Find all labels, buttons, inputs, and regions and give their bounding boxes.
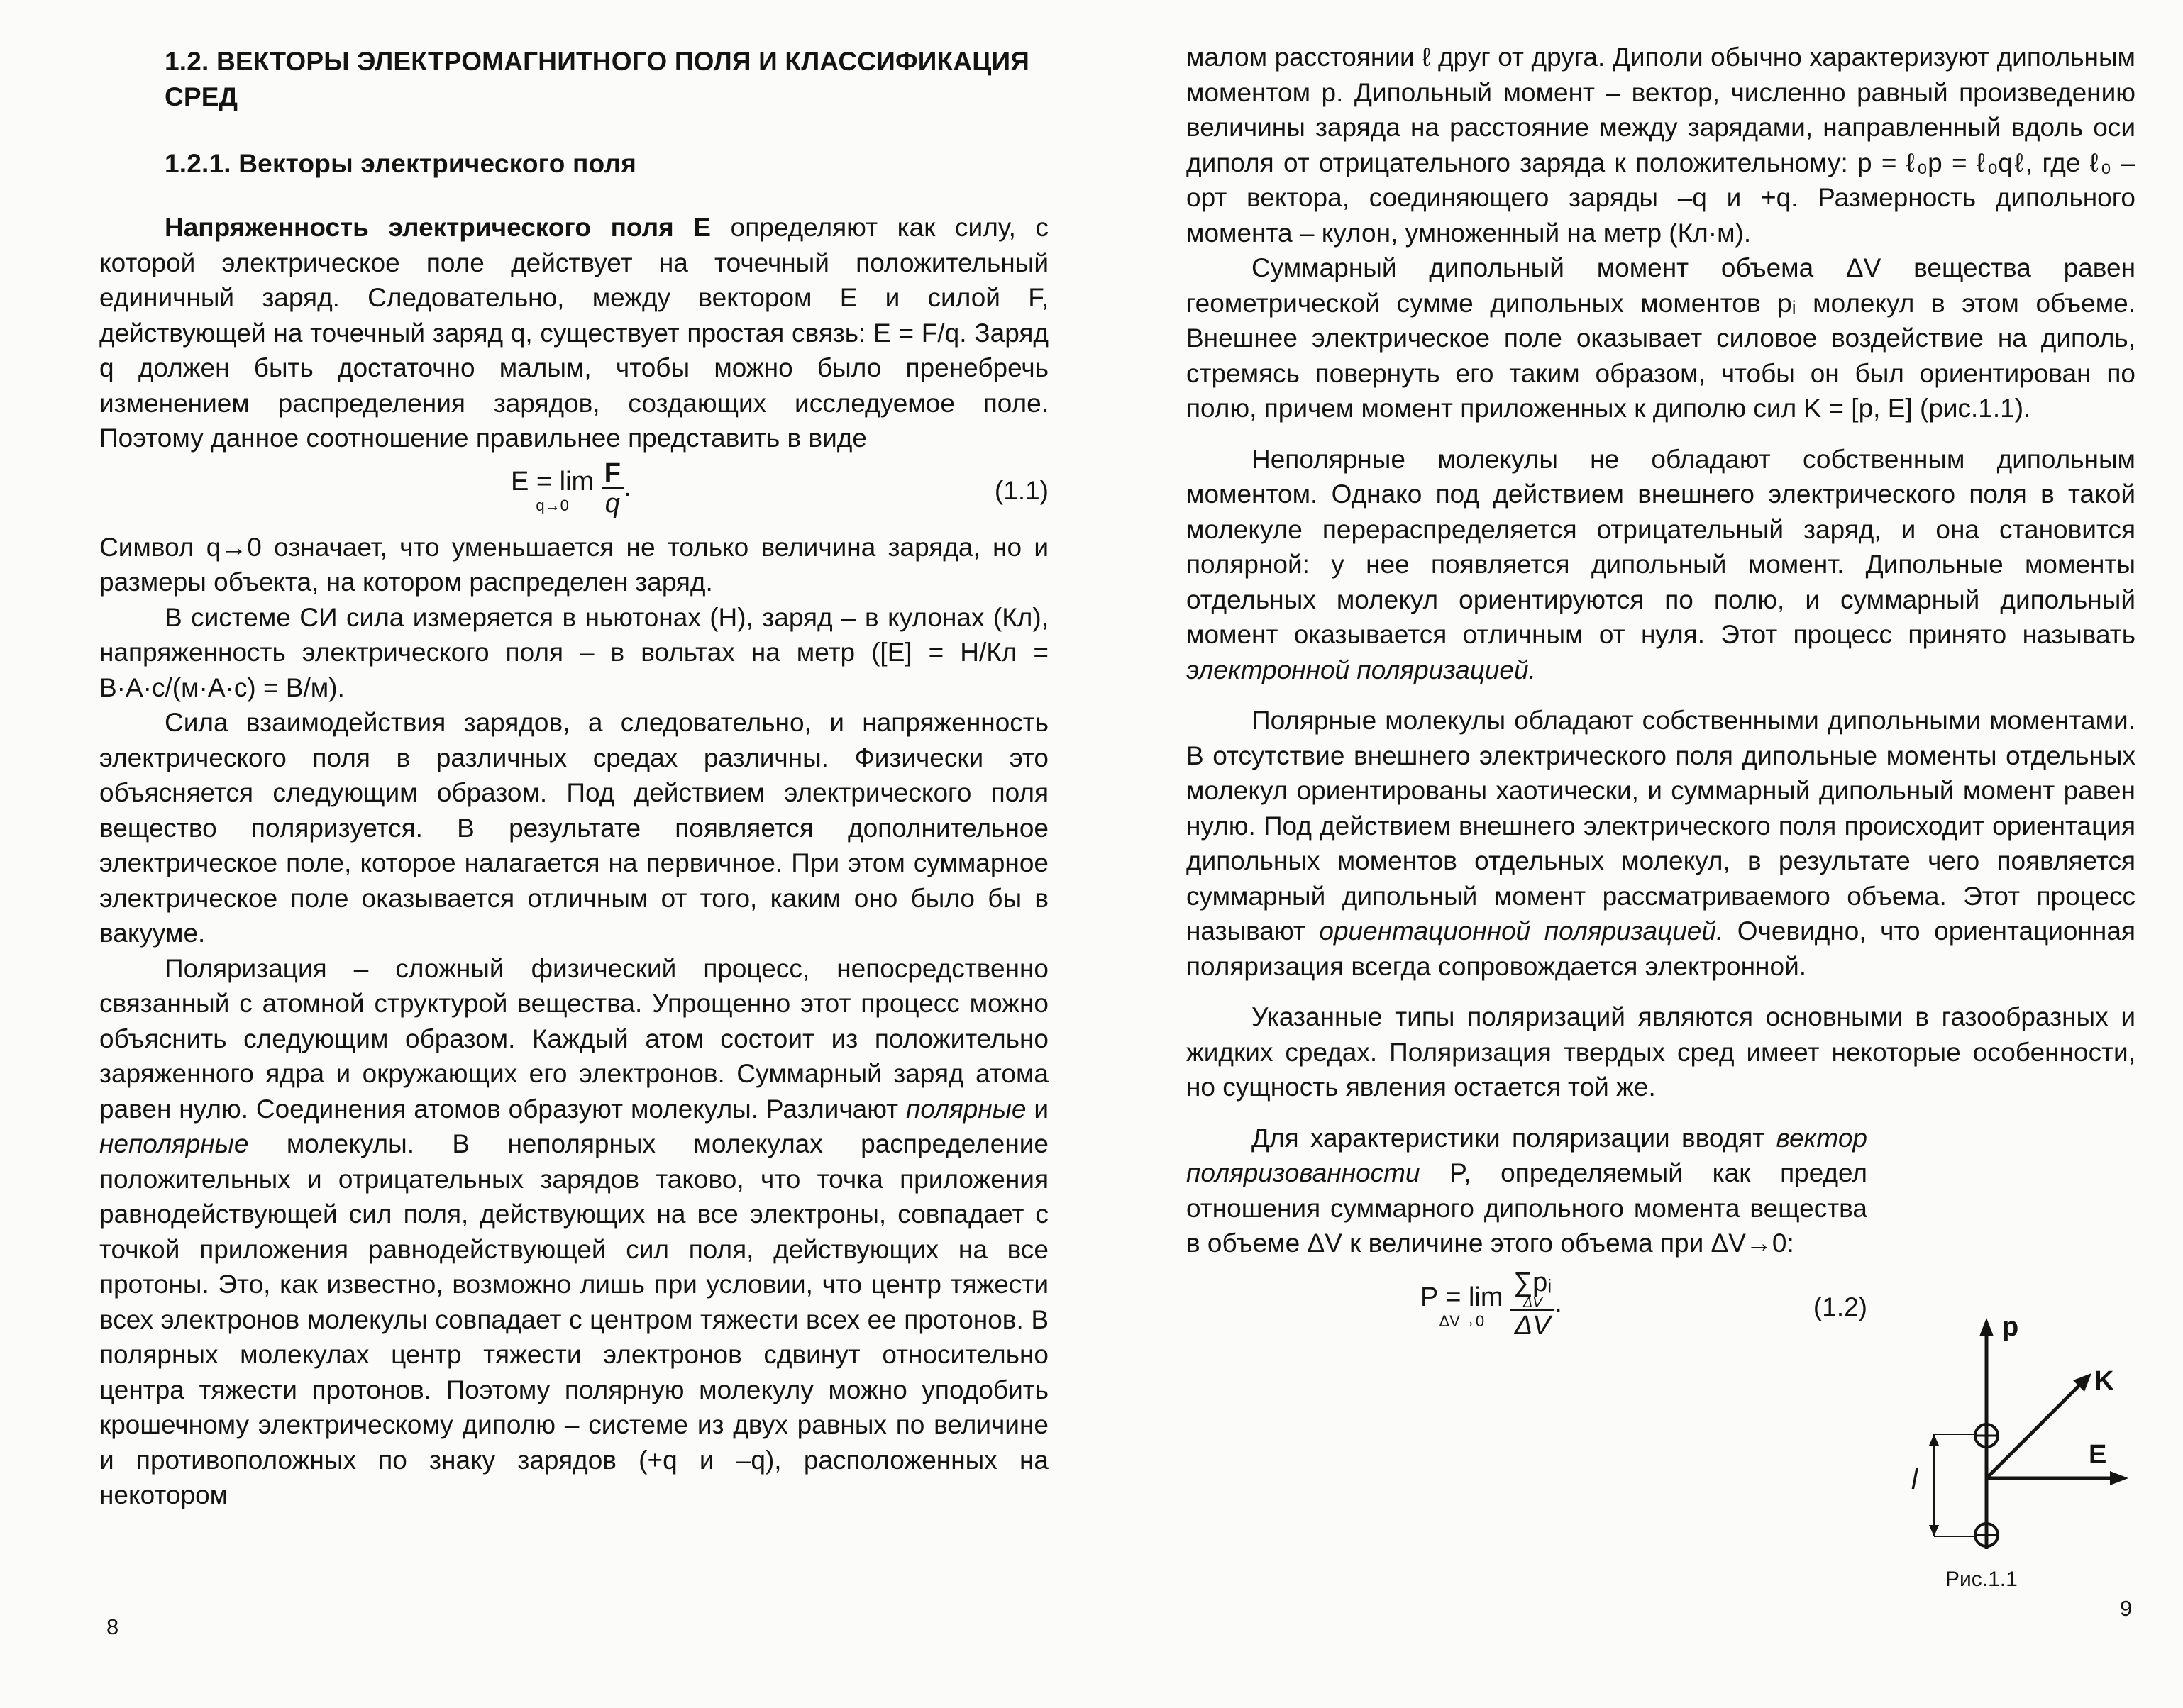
paragraph-types: Указанные типы поляризаций являются основными в газообразных и жидких средах. Поляризация твердых сред имеет некоторые особенности, но сущность явления остается той же. (1186, 1002, 2135, 1102)
paragraph-text: Для характеристики поляризации вводят (1251, 1123, 1776, 1153)
paragraph-dipole: малом расстоянии ℓ друг от друга. Диполи обычно характеризуют дипольным моментом p. Дипольный момент – вектор, численно равный произведению величины заряда на расстояние между зарядами, направленный вдоль оси диполя от отрицательного заряда к положительному: p = ℓ₀p = ℓ₀qℓ, где ℓ₀ – орт вектора, соединяющего заряды –q и +q. Размерность дипольного момента – кулон, умноженный на метр (Кл·м). (1186, 43, 2135, 248)
limit-lhs: P = lim (1420, 1282, 1503, 1312)
limit (511, 465, 594, 513)
fraction (602, 459, 624, 518)
k-vector-line (1986, 1383, 2082, 1478)
paragraph-text: P, определяемый как предел отношения суммарного дипольного момента вещества в объеме ΔV к величине этого объема при ΔV→0: (1186, 1158, 1867, 1258)
page-number: 9 (2120, 1596, 2133, 1621)
paragraph-text: Неполярные молекулы не обладают собственным дипольным моментом. Однако под действием внешнего электрического поля в такой молекуле перераспределяется отрицательный заряд, и она становится полярной: у нее появляется дипольный момент. Дипольные моменты отдельных молекул ориентируются по полю, и суммарный дипольный момент оказывается отличным от нуля. Этот процесс принято называть (1186, 444, 2135, 649)
figure-dipole (1908, 1312, 2135, 1613)
paragraph-text: определяют как силу, с которой электрическое поле действует на точечный положительный единичный заряд. Следовательно, между вектором E и силой F, действующей на точечный заряд q, существует простая связь: E = F/q. Заряд q должен быть достаточно малым, чтобы можно было пренебречь изменением распределения зарядов, создающих исследуемое поле. Поэтому данное соотношение правильнее представить в виде (99, 213, 1049, 453)
label-p: p (2002, 1312, 2019, 1342)
term-polar: полярные (905, 1094, 1027, 1124)
numerator-subscript: ΔV (1522, 1294, 1542, 1311)
formula-1-1 (99, 456, 1049, 530)
formula-1-2 (1186, 1261, 1867, 1353)
paragraph-field-strength (99, 210, 1049, 456)
term-nonpolar: неполярные (99, 1129, 249, 1158)
fraction (1510, 1268, 1554, 1341)
equation-number: (1.2) (1813, 1292, 1867, 1321)
page-number: 8 (106, 1614, 119, 1639)
right-body (1186, 40, 2135, 1353)
limit-subscript: ΔV→0 (1439, 1312, 1485, 1330)
formula-expression: E = lim q→0 $\frac{F}{q}$ . (511, 458, 631, 518)
left-page (99, 0, 1049, 1708)
fraction-numerator (1510, 1268, 1554, 1311)
limit (1420, 1280, 1503, 1329)
e-arrowhead (2110, 1471, 2128, 1485)
label-l: l (1911, 1464, 1918, 1495)
right-page (1186, 0, 2135, 1708)
paragraph-nonpolar (1186, 442, 2135, 688)
fraction-denominator: q (604, 488, 620, 518)
paragraph-polarization (99, 951, 1049, 1513)
term-electronic-polarization: электронной поляризацией. (1186, 655, 1536, 684)
paragraph-polarization-vector (1186, 1121, 1867, 1261)
paragraph-symbol: Символ q→0 означает, что уменьшается не только величина заряда, но и размеры объекта, на котором распределен заряд. (99, 532, 1049, 597)
figure-caption: Рис.1.1 (1945, 1568, 2018, 1591)
dipole-diagram (1908, 1315, 2135, 1563)
paragraph-interaction: Сила взаимодействия зарядов, а следовательно, и напряженность электрического поля в различных средах различны. Физически это объясняется следующим образом. Под действием электрического поля вещество поляризуется. В результате появляется дополнительное электрическое поле, которое налагается на первичное. При этом суммарное электрическое поле оказывается отличным от того, каким оно было бы в вакууме. (99, 708, 1049, 948)
equation-number: (1.1) (994, 475, 1049, 505)
section-heading: 1.2. ВЕКТОРЫ ЭЛЕКТРОМАГНИТНОГО ПОЛЯ И КЛАССИФИКАЦИЯ СРЕД (165, 47, 1030, 111)
label-e: E (2089, 1440, 2107, 1470)
formula-expression: P = lim ΔV→0 ∑pᵢ ΔV ΔV . (1420, 1267, 1562, 1341)
term-orientation-polarization: ориентационной поляризацией. (1319, 916, 1724, 946)
left-body (99, 210, 1049, 1513)
paragraph-sum-moment: Суммарный дипольный момент объема ΔV вещества равен геометрической сумме дипольных моментов pᵢ молекул в этом объеме. Внешнее электрическое поле оказывает силовое воздействие на диполь, стремясь повернуть его таким образом, чтобы он был ориентирован по полю, причем момент приложенных к диполю сил K = [p, E] (рис.1.1). (1186, 253, 2135, 423)
limit-subscript: q→0 (536, 496, 569, 514)
paragraph-text: Полярные молекулы обладают собственными дипольными моментами. В отсутствие внешнего электрического поля дипольные моменты отдельных молекул ориентированы хаотически, и суммарный дипольный момент равен нулю. Под действием внешнего электрического поля происходит ориентация дипольных моментов отдельных молекул, в результате чего появляется суммарный дипольный момент рассматриваемого объема. Этот процесс называют (1186, 706, 2135, 946)
paragraph-text: Очевидно, что ориентационная поляризация всегда сопровождается электронной. (1186, 916, 2135, 981)
limit-lhs: E = lim (511, 466, 595, 497)
fraction-denominator: ΔV (1514, 1310, 1551, 1341)
numerator-sum: ∑pᵢ (1513, 1267, 1552, 1297)
paragraph-polar (1186, 703, 2135, 984)
term-field-strength: Напряженность электрического поля E (165, 213, 711, 242)
p-arrowhead (1979, 1318, 1994, 1336)
label-k: K (2094, 1366, 2114, 1396)
subsection-heading: 1.2.1. Векторы электрического поля (165, 149, 636, 178)
paragraph-text: молекулы. В неполярных молекулах распределение положительных и отрицательных зарядов таково, что точка приложения равнодействующей сил поля, действующих на все электроны, совпадает с точкой приложения равнодействующей сил поля, действующих на все протоны. Это, как известно, возможно лишь при условии, что центр тяжести всех электронов молекулы совпадает с центром тяжести всех ее протонов. В полярных молекулах центр тяжести электронов сдвинут относительно центра тяжести протонов. Поэтому полярную молекулу можно уподобить крошечному электрическому диполю – системе из двух равных по величине и противоположных по знаку зарядов (+q и –q), расположенных на некотором (99, 1129, 1049, 1509)
fraction-numerator: F (602, 459, 624, 489)
term-polarization-vector: вектор поляризованности (1186, 1123, 1867, 1187)
paragraph-si-units: В системе СИ сила измеряется в ньютонах (Н), заряд – в кулонах (Кл), напряженность электрического поля – в вольтах на метр ([E] = Н/Кл = В·А·с/(м·А·с) = В/м). (99, 602, 1049, 702)
paragraph-text: и (1026, 1094, 1049, 1124)
paragraph-text: Поляризация – сложный физический процесс, непосредственно связанный с атомной структурой вещества. Упрощенно этот процесс можно объяснить следующим образом. Каждый атом состоит из положительно заряженного ядра и окружающих его электронов. Суммарный заряд атома равен нулю. Соединения атомов образуют молекулы. Различают (99, 953, 1049, 1124)
